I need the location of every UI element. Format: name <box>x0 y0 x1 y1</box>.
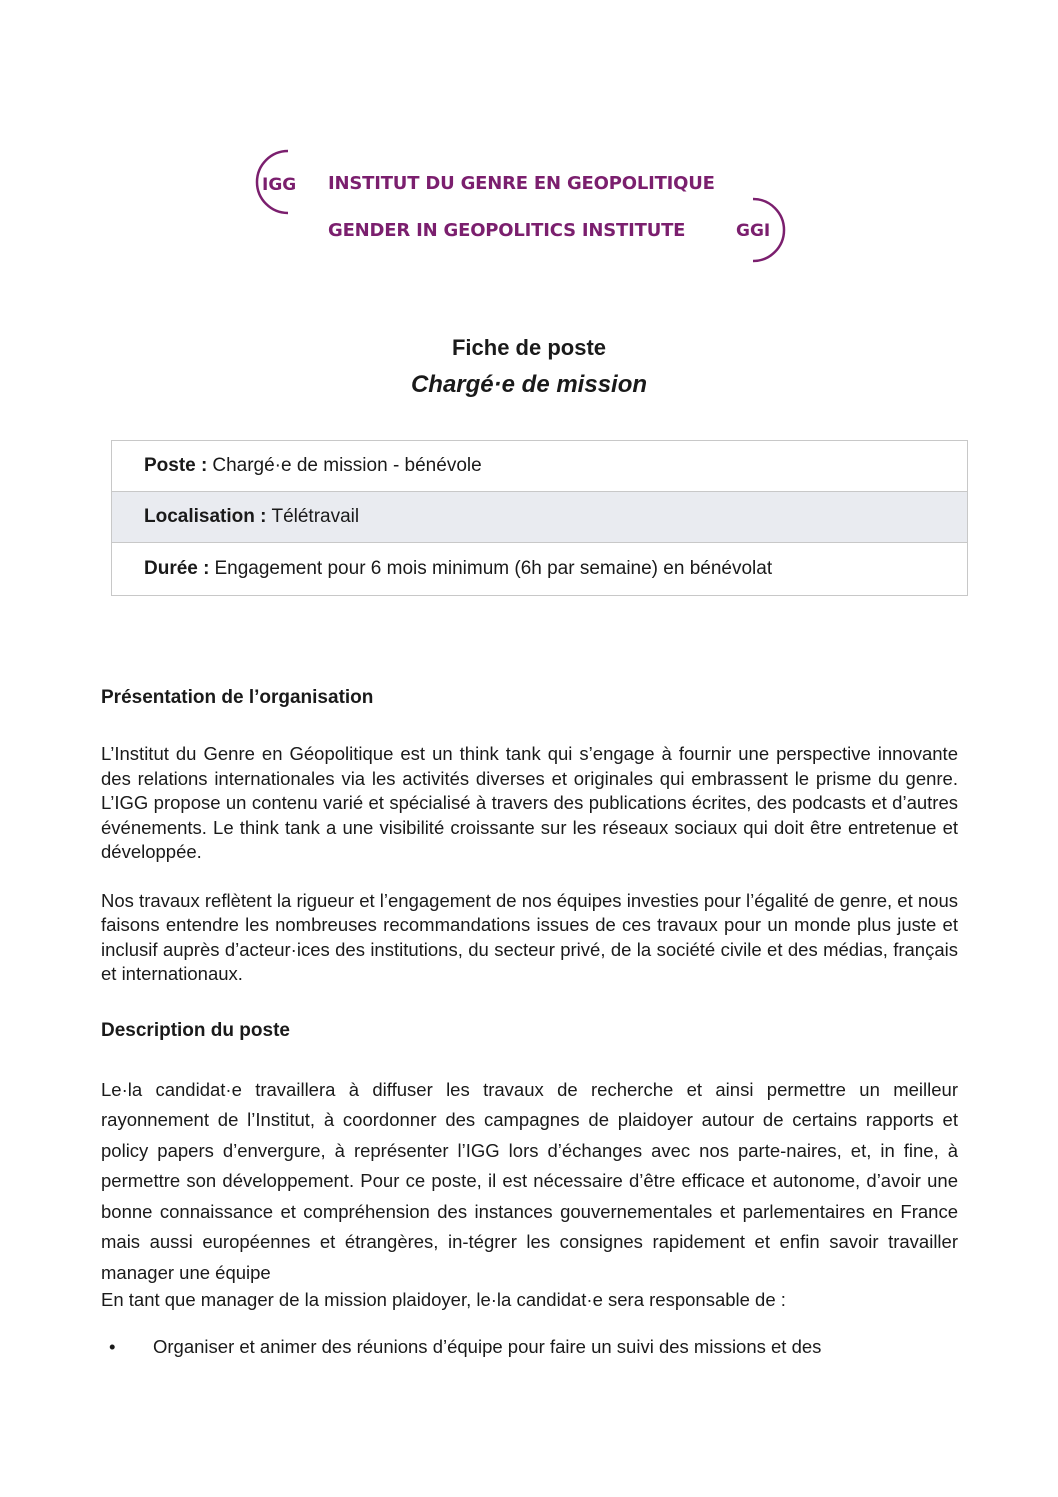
info-row-duree <box>112 543 967 595</box>
info-value: Télétravail <box>271 506 360 527</box>
paragraph-organisation-1: L’Institut du Genre en Géopolitique est un think tank qui s’engage à fournir une perspective innovante des relations internationales via les activités diverses et originales qui embrassent le prisme du genre. L’IGG propose un contenu varié et spécialisé à travers des publications écrites, des podcasts et d’autres événements. Le think tank a une visibilité croissante sur les réseaux sociaux qui doit être entretenue et développée. <box>101 743 958 862</box>
page-subtitle: Chargé·e de mission <box>410 371 648 398</box>
section-heading-organisation: Présentation de l’organisation <box>101 687 374 708</box>
list-item-text: Organiser et animer des réunions d’équipe pour faire un suivi des missions et des <box>153 1336 822 1357</box>
info-row-localisation <box>112 492 967 543</box>
info-label: Poste : <box>144 455 208 476</box>
bullet-icon: • <box>109 1336 116 1357</box>
paragraph-responsibilities-intro: En tant que manager de la mission plaidoyer, le·la candidat·e sera responsable de : <box>101 1289 786 1310</box>
paragraph-description: Le·la candidat·e travaillera à diffuser les travaux de recherche et ainsi permettre un meilleur rayonnement de l’Institut, à coordonner des campagnes de plaidoyer autour de certains rapports et policy papers d’envergure, à représenter l’IGG lors d’échanges avec nos parte-naires, et, in fine, à permettre son développement. Pour ce poste, il est nécessaire d’être efficace et autonome, d’avoir une bonne connaissance et compréhension des instances gouvernementales et parlementaires en France mais aussi européennes et étrangères, in-tégrer les consignes rapidement et enfin savoir travailler manager une équipe <box>101 1078 958 1283</box>
logo-title-fr: INSTITUT DU GENRE EN GEOPOLITIQUE <box>328 173 715 194</box>
paragraph-organisation-2: Nos travaux reflètent la rigueur et l’engagement de nos équipes investies pour l’égalité de genre, et nous faisons entendre les nombreuses recommandations issues de ces travaux pour un monde plus juste et inclusif auprès d’acteur·ices des institutions, du secteur privé, de la société civile et des médias, français et internationaux. <box>101 889 958 984</box>
info-value: Engagement pour 6 mois minimum (6h par semaine) en bénévolat <box>214 558 773 579</box>
logo-title-en: GENDER IN GEOPOLITICS INSTITUTE <box>328 220 686 241</box>
logo-arcs-icon <box>248 148 788 268</box>
info-row-poste <box>112 441 967 492</box>
igg-logo <box>248 148 788 268</box>
logo-badge-igg: IGG <box>262 175 297 195</box>
responsibilities-list <box>101 1332 958 1362</box>
logo-badge-ggi: GGI <box>736 221 771 241</box>
job-info-table <box>111 440 968 596</box>
section-heading-description: Description du poste <box>101 1019 290 1041</box>
document-body <box>101 683 958 1362</box>
info-label: Localisation : <box>144 506 267 527</box>
info-label: Durée : <box>144 558 210 579</box>
list-item <box>101 1332 958 1362</box>
info-value: Chargé·e de mission - bénévole <box>212 455 482 476</box>
page-title: Fiche de poste <box>451 335 607 360</box>
